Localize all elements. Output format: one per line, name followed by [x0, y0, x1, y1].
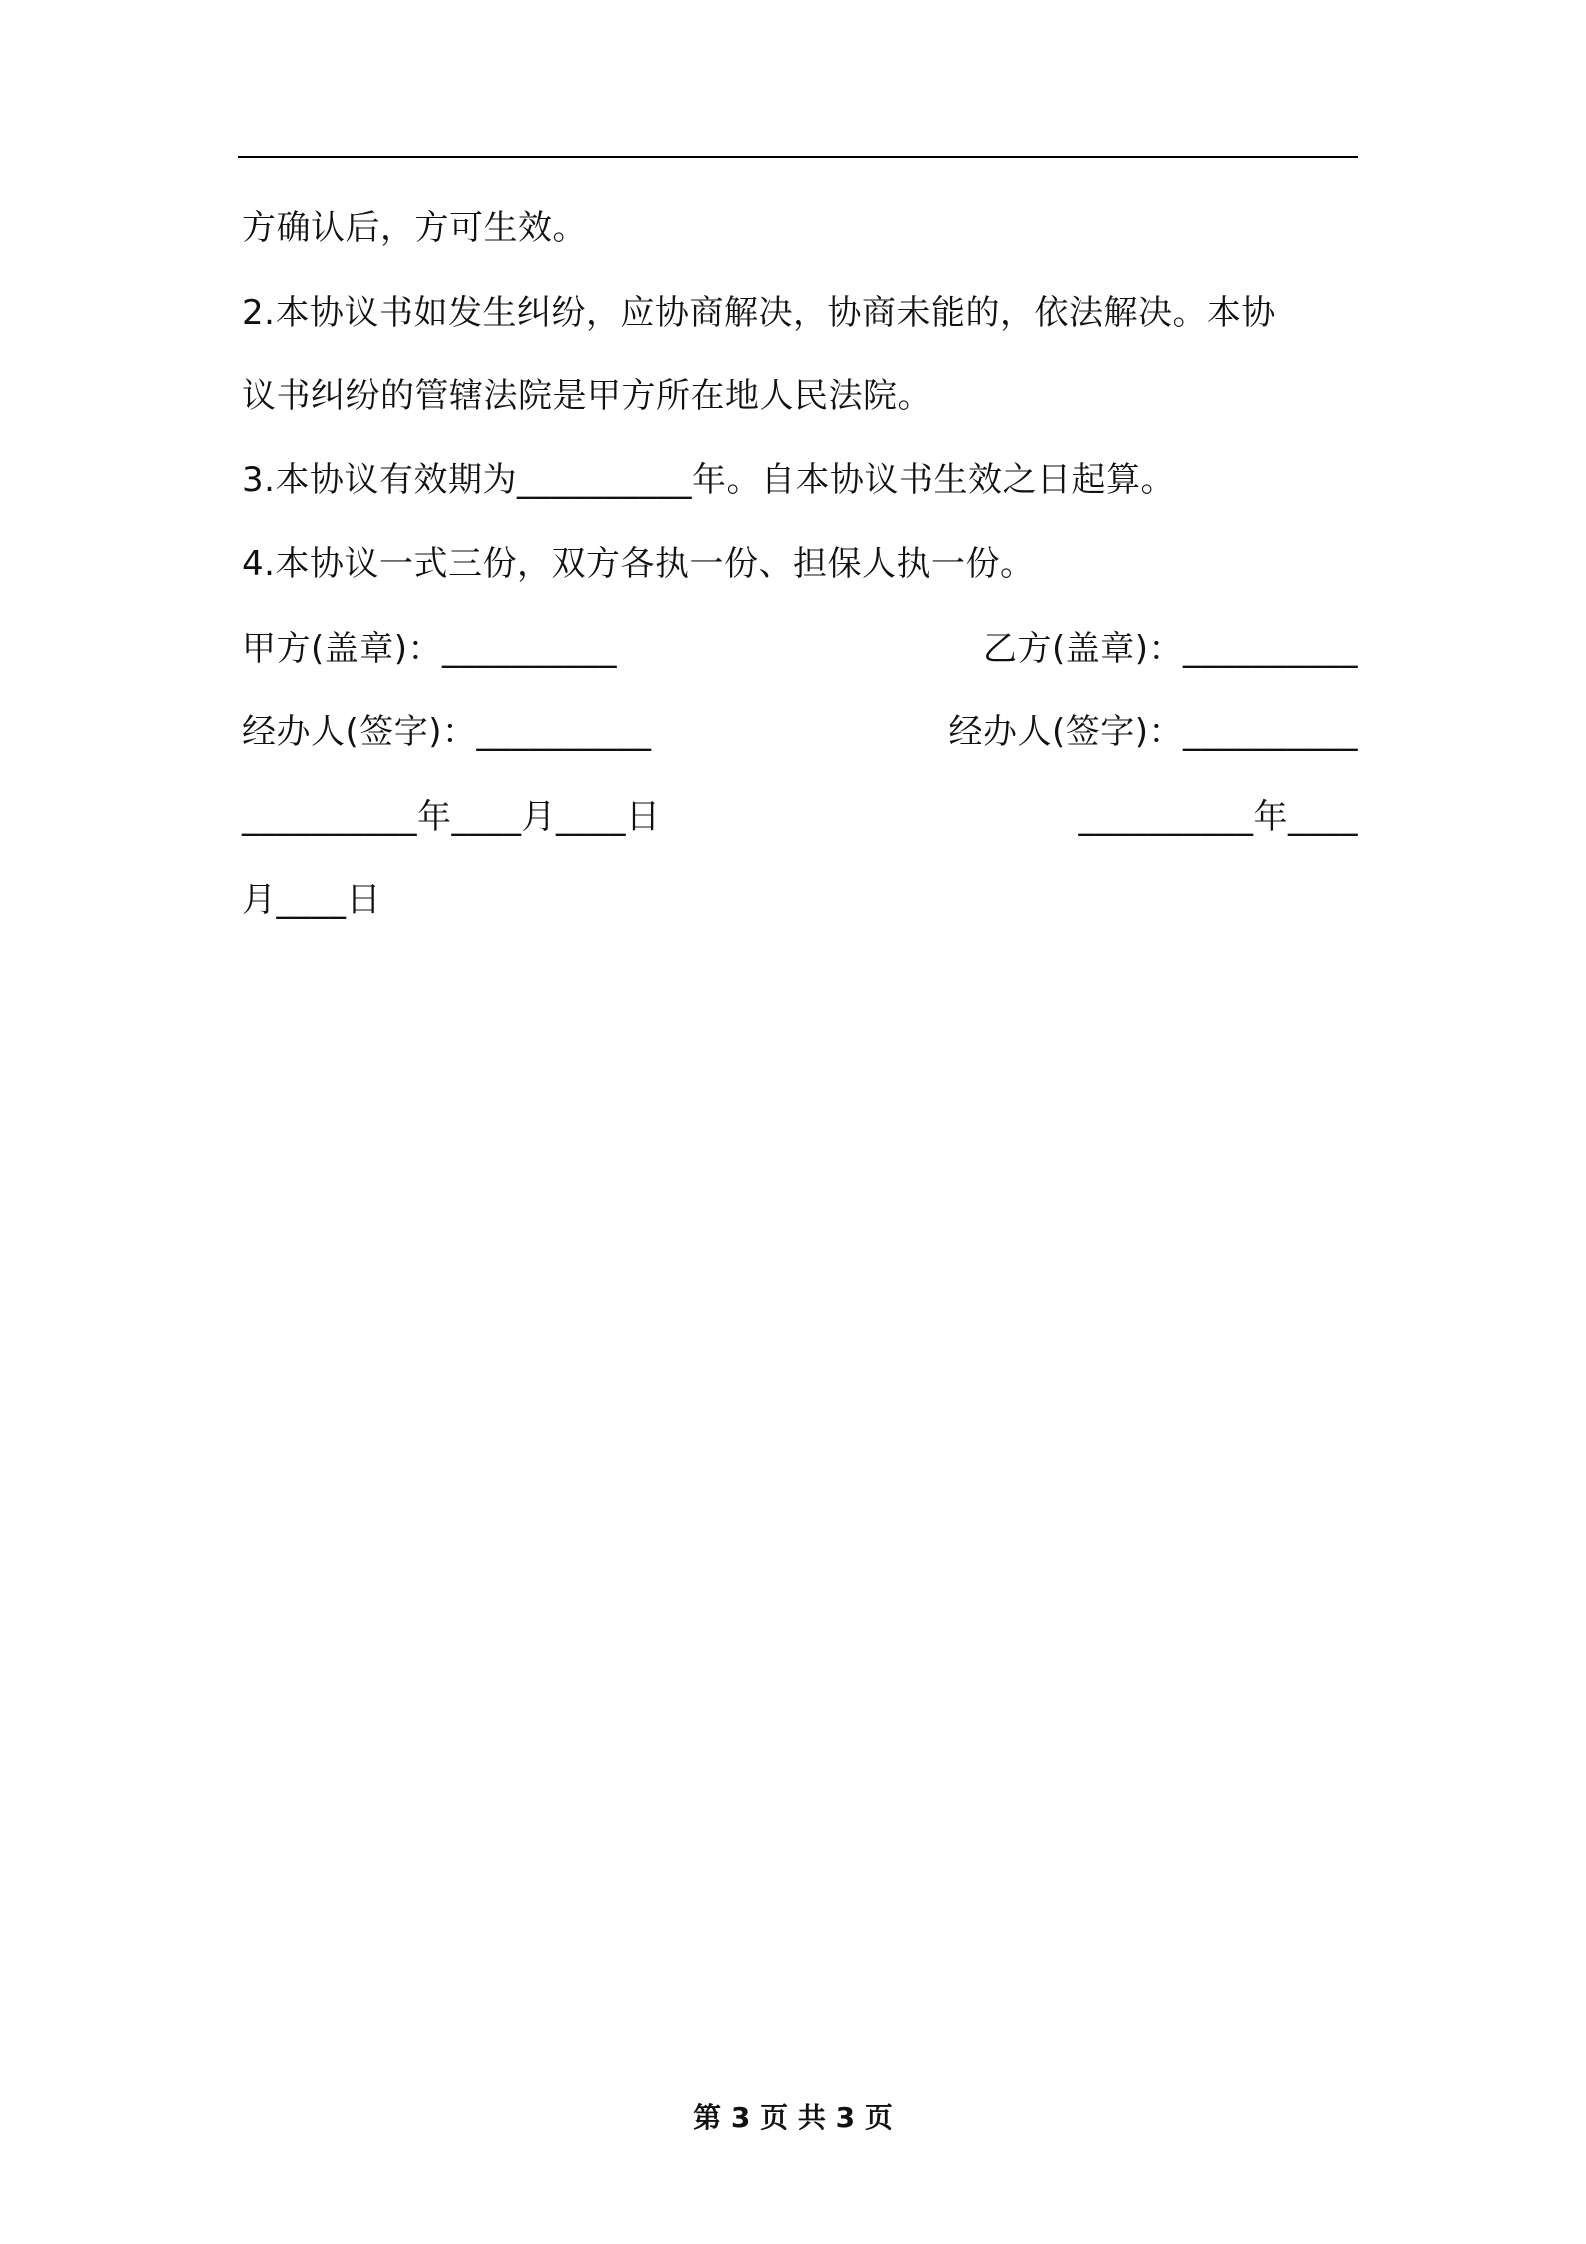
party-a-date-line: __________年____月____日	[242, 797, 661, 837]
header-divider	[238, 156, 1358, 158]
party-b-date-continuation: 月____日	[242, 880, 381, 920]
paragraph-continuation: 方确认后，方可生效。	[242, 208, 587, 248]
party-b-date-line: __________年____	[1078, 797, 1358, 837]
clause-4: 4.本协议一式三份，双方各执一份、担保人执一份。	[242, 544, 1035, 584]
party-a-seal-line: 甲方(盖章)：__________	[242, 629, 618, 669]
clause-2-line-2: 议书纠纷的管辖法院是甲方所在地人民法院。	[242, 376, 932, 416]
party-a-agent-line: 经办人(签字)：__________	[242, 712, 652, 752]
clause-2-line-1: 2.本协议书如发生纠纷，应协商解决，协商未能的，依法解决。本协	[242, 293, 1276, 333]
party-b-seal-line: 乙方(盖章)：__________	[982, 629, 1358, 669]
clause-3: 3.本协议有效期为__________年。自本协议书生效之日起算。	[242, 460, 1175, 500]
page-number: 第 3 页 共 3 页	[693, 2101, 893, 2134]
party-b-agent-line: 经办人(签字)：__________	[948, 712, 1358, 752]
